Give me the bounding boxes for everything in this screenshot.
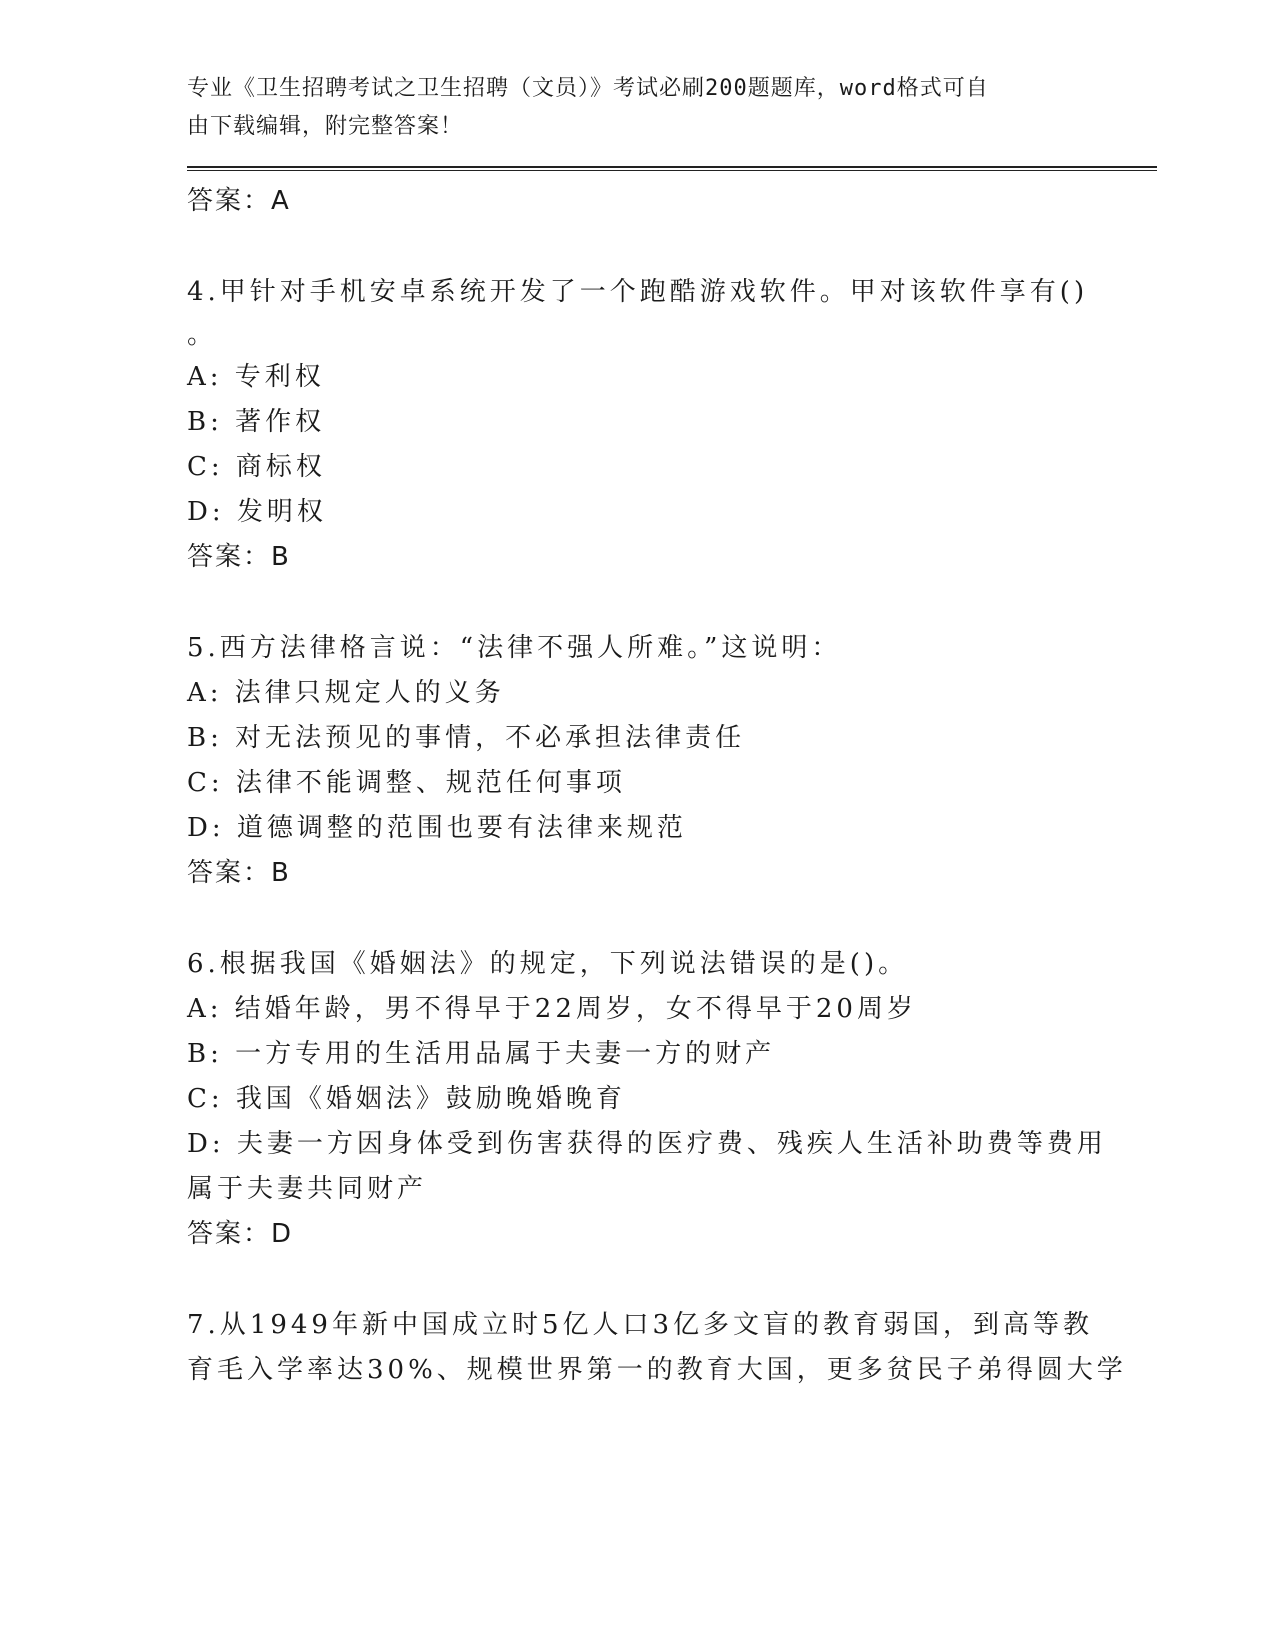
question-stem-continued: 。 [187,320,218,350]
option-d-continued: 属于夫妻共同财产 [187,1174,428,1204]
option-d: D: 发明权 [187,497,327,527]
header-line-2: 由下载编辑，附完整答案！ [187,114,464,139]
question-6 [187,942,1147,1257]
question-4 [187,270,1147,580]
option-d: D: 道德调整的范围也要有法律来规范 [187,813,687,843]
option-b: B: 一方专用的生活用品属于夫妻一方的财产 [187,1039,776,1069]
document-header [187,70,1067,146]
question-stem: 6.根据我国《婚姻法》的规定，下列说法错误的是()。 [187,949,909,979]
document-page [187,70,1147,1393]
header-divider [187,166,1157,171]
header-line-1: 专业《卫生招聘考试之卫生招聘（文员）》考试必刷200题题库，word格式可自 [187,76,989,101]
question-stem: 5.西方法律格言说：“法律不强人所难。”这说明： [187,633,842,663]
spacer [187,896,1147,942]
option-b: B: 对无法预见的事情，不必承担法律责任 [187,723,746,753]
question-stem-line-1: 7.从1949年新中国成立时5亿人口3亿多文盲的教育弱国，到高等教 [187,1310,1094,1340]
option-b: B: 著作权 [187,407,326,437]
answer: 答案：B [187,542,291,572]
option-c: C: 商标权 [187,452,326,482]
option-a: A: 法律只规定人的义务 [187,678,505,708]
option-d: D: 夫妻一方因身体受到伤害获得的医疗费、残疾人生活补助费等费用 [187,1129,1107,1159]
option-a: A: 专利权 [187,362,325,392]
question-stem-line-2: 育毛入学率达30%、规模世界第一的教育大国，更多贫民子弟得圆大学 [187,1355,1127,1385]
answer: 答案：D [187,1219,294,1249]
answer-previous: 答案：A [187,186,291,216]
option-c: C: 我国《婚姻法》鼓励晚婚晚育 [187,1084,626,1114]
spacer [187,1257,1147,1303]
spacer [187,224,1147,270]
question-7 [187,1303,1147,1393]
option-c: C: 法律不能调整、规范任何事项 [187,768,626,798]
answer: 答案：B [187,858,291,888]
question-stem: 4.甲针对手机安卓系统开发了一个跑酷游戏软件。甲对该软件享有() [187,277,1089,307]
option-a: A: 结婚年龄，男不得早于22周岁，女不得早于20周岁 [187,994,917,1024]
question-5 [187,626,1147,896]
spacer [187,580,1147,626]
